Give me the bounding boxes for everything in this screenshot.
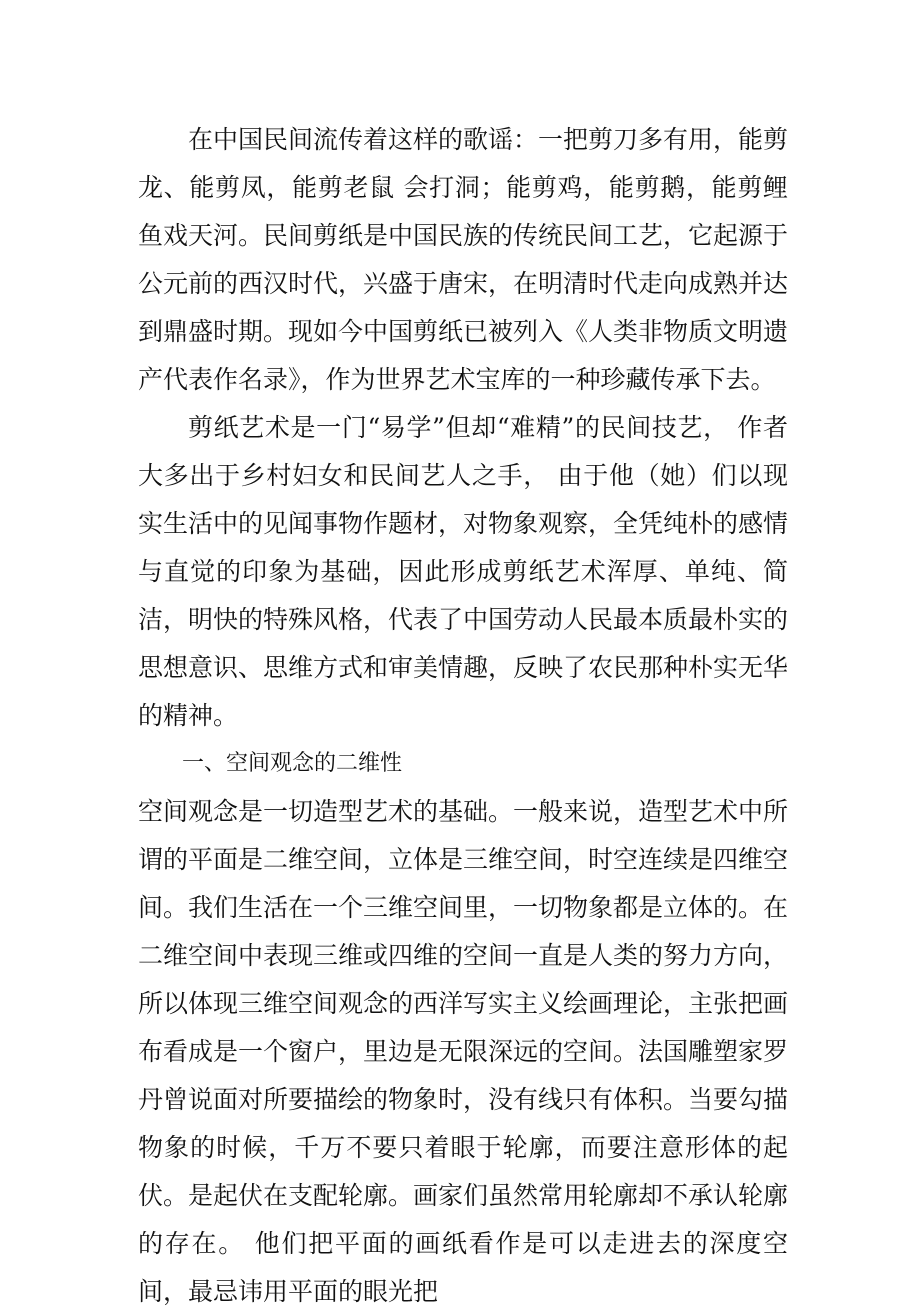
paragraph-paper-cutting-art: 剪纸艺术是一门“易学”但却“难精”的民间技艺， 作者大多出于乡村妇女和民间艺人之手， 由于他（她）们以现实生活中的见闻事物作题材，对物象观察，全凭纯朴的感情与直觉的印象为基础，因此形成剪纸艺术浑厚、单纯、简洁，明快的特殊风格，代表了中国劳动人民最本质最朴实的思想意识、思维方式和审美情趣，反映了农民那种朴实无华的精神。 — [138, 413, 789, 730]
paragraph-spatial-concept: 空间观念是一切造型艺术的基础。一般来说，造型艺术中所谓的平面是二维空间，立体是三维空间，时空连续是四维空间。我们生活在一个三维空间里，一切物象都是立体的。在二维空间中表现三维或四维的空间一直是人类的努力方向，所以体现三维空间观念的西洋写实主义绘画理论，主张把画布看成是一个窗户，里边是无限深远的空间。法国雕塑家罗丹曾说面对所要描绘的物象时，没有线只有体积。当要勾描物象的时候，千万不要只着眼于轮廓，而要注意形体的起伏。是起伏在支配轮廓。画家们虽然常用轮廓却不承认轮廓的存在。 他们把平面的画纸看作是可以走进去的深度空间，最忌讳用平面的眼光把 — [138, 797, 789, 1306]
paragraph-paper-cutting-intro: 在中国民间流传着这样的歌谣：一把剪刀多有用，能剪龙、能剪凤，能剪老鼠 会打洞；能剪鸡，能剪鹅，能剪鲤鱼戏天河。民间剪纸是中国民族的传统民间工艺，它起源于公元前的西汉时代，兴盛于唐宋，在明清时代走向成熟并达到鼎盛时期。现如今中国剪纸已被列入《人类非物质文明遗产代表作名录》，作为世界艺术宝库的一种珍藏传承下去。 — [138, 125, 789, 394]
section-heading: 一、空间观念的二维性 — [182, 751, 403, 776]
document-body — [138, 116, 788, 1316]
